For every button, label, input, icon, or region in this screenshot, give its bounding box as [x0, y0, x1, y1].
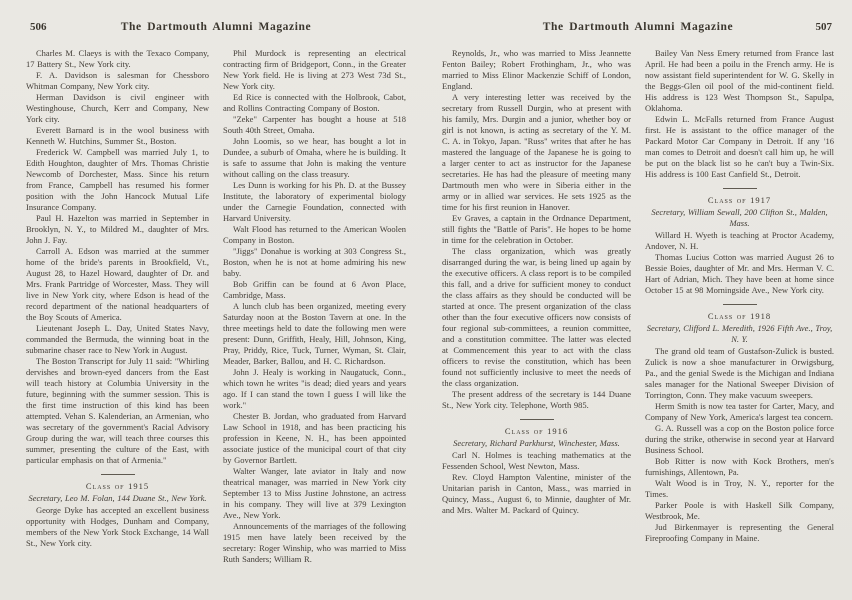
body-paragraph: "Jiggs" Donahue is working at 303 Congress St., Boston, when he is not at home admiring his new baby. — [223, 246, 406, 278]
body-paragraph: John J. Healy is working in Naugatuck, Conn., which town he writes "is dead; died years and years ago. If I can stand the town I guess I will like the work." — [223, 367, 406, 410]
body-paragraph: The present address of the secretary is 144 Duane St., New York city. Telephone, Worth 985. — [442, 389, 631, 410]
masthead-right: The Dartmouth Alumni Magazine — [542, 21, 734, 33]
class-heading: Class of 1916 — [504, 426, 569, 436]
body-paragraph: F. A. Davidson is salesman for Chessboro Whitman Company, New York city. — [26, 70, 209, 91]
text-column — [26, 48, 209, 596]
body-paragraph: Herman Davidson is civil engineer with Westinghouse, Church, Kerr and Company, New York city. — [26, 92, 209, 124]
body-paragraph: Charles M. Claeys is with the Texaco Company, 17 Battery St., New York city. — [26, 48, 209, 69]
body-paragraph: The Boston Transcript for July 11 said: "Whirling dervishes and brown-eyed dancers from the East will teach history at Columbia University in the future, beginning with the summer session. This is the first time instruction of this kind has been attempted. Vehan S. Kalenderian, an Armenian, who was secretary of the government's Racial Advisory Group during the war, will teach three courses this summer, presenting the culture of the East, with particular emphasis on that of Armenia." — [26, 356, 209, 465]
body-paragraph: The class organization, which was greatly disarranged during the war, is being lined up again by the executive officers. A class report is to be compiled this fall, and a drive for sufficient money to conduct the class affairs as they should be conducted will be started at once. The present organization of the class other than the four executive officers now consists of four regional sub-committees, a reunion committee, and a constitution committee. The latter was elected at Commencement this year to act with the class officers to revise the constitution, which has been found not sufficiently inclusive to meet the needs of the class organization. — [442, 246, 631, 388]
body-paragraph: G. A. Russell was a cop on the Boston police force during the strike, otherwise in second year at Harvard Business School. — [645, 423, 834, 455]
body-paragraph: Walter Wanger, late aviator in Italy and now theatrical manager, was married in New York city September 13 to Miss Justine Johnstone, an actress in his company. They will live at 379 Lexington Ave., New York. — [223, 466, 406, 520]
class-heading: Class of 1917 — [707, 195, 772, 205]
body-paragraph: Les Dunn is working for his Ph. D. at the Bussey Institute, the laboratory of experimental biology under the Carnegie Foundation, connected with Harvard University. — [223, 180, 406, 223]
section-divider — [101, 474, 135, 475]
body-paragraph: Ed Rice is connected with the Holbrook, Cabot, and Rollins Contracting Company of Boston. — [223, 92, 406, 113]
body-paragraph: Paul H. Hazelton was married in September in Brooklyn, N. Y., to Mildred M., daughter of Mrs. John J. Fay. — [26, 213, 209, 245]
section-divider — [520, 419, 554, 420]
body-paragraph: Everett Barnard is in the wool business with Kenneth W. Hutchins, Summer St., Boston. — [26, 125, 209, 146]
body-paragraph: Walt Flood has returned to the American Woolen Company in Boston. — [223, 224, 406, 245]
secretary-line: Secretary, Clifford L. Meredith, 1926 Fifth Ave., Troy, N. Y. — [646, 323, 833, 344]
masthead-left: The Dartmouth Alumni Magazine — [120, 21, 312, 33]
body-paragraph: A very interesting letter was received by the secretary from Russell Durgin, who at present with his family, Mrs. Durgin and a junior, whether boy or girl is not known, is acting as secretary of the Y. M. C. A. in Tokyo, Japan. "Russ" writes that after he has mastered the language of the Japanese he is going to a larger center to act as instructor for the Japanese secretaries. He has had the pleasure of meeting many Dartmouth men who were in Siberia either in the army or in allied war services. He sets 1925 as the time for his first reunion in Hanover. — [442, 92, 631, 212]
body-paragraph: Announcements of the marriages of the following 1915 men have lately been received by the secretary: Roger Winship, who was married to Miss Ruth Sanders; William R. — [223, 521, 406, 564]
body-paragraph: "Zeke" Carpenter has bought a house at 518 South 40th Street, Omaha. — [223, 114, 406, 135]
body-paragraph: Edwin L. McFalls returned from France August first. He is assistant to the office manager of the Packard Motor Car Company in Detroit. If any '16 man comes to Detroit and doesn't call him up, he will be put on the black list so he can't buy a Twin-Six. His address is 100 East Canfield St., Detroit. — [645, 114, 834, 179]
section-divider — [723, 304, 757, 305]
body-paragraph: Walt Wood is in Troy, N. Y., reporter for the Times. — [645, 478, 834, 499]
body-paragraph: Reynolds, Jr., who was married to Miss Jeannette Fenton Bailey; Robert Frothingham, Jr., who was married to Miss Elinor Mackenzie Schiff of London, England. — [442, 48, 631, 91]
body-paragraph: Lieutenant Joseph L. Day, United States Navy, commanded the Bermuda, the winning boat in the submarine chaser race to New York in August. — [26, 323, 209, 355]
page-number-left: 506 — [30, 21, 47, 33]
body-paragraph: Carl N. Holmes is teaching mathematics at the Fessenden School, West Newton, Mass. — [442, 450, 631, 471]
class-heading: Class of 1915 — [85, 481, 150, 491]
text-column — [223, 48, 406, 596]
text-column — [442, 48, 631, 596]
body-paragraph: John Loomis, so we hear, has bought a lot in Dundee, a suburb of Omaha, where he is building. It is safe to assume that John is making the venture without calling on the class treasury. — [223, 136, 406, 179]
class-heading: Class of 1918 — [707, 311, 772, 321]
body-paragraph: A lunch club has been organized, meeting every Saturday noon at the Boston Tavern at one. In the three meetings held to date the following men were present: Dunn, Griffith, Healy, Hill, Johnson, King, Pray, Priddy, Rice, Tuck, Turner, Wyman, St. Clair, Meader, Barker, Ballou, and H. C. Richardson. — [223, 301, 406, 366]
secretary-line: Secretary, Richard Parkhurst, Winchester, Mass. — [453, 438, 620, 448]
body-paragraph: Jud Birkenmayer is representing the General Fireproofing Company in Maine. — [645, 522, 834, 543]
page-right-columns — [442, 48, 834, 596]
section-divider — [723, 188, 757, 189]
body-paragraph: Bailey Van Ness Emery returned from France last April. He had been a poilu in the French army. He is now assistant field superintendent for W. G. Skelly in the Beggs-Glen oil pool of the mid-continent field. His address is 123 West Thompson St., Sapulpa, Oklahoma. — [645, 48, 834, 113]
page-number-right: 507 — [815, 21, 832, 33]
body-paragraph: Parker Poole is with Haskell Silk Company, Westbrook, Me. — [645, 500, 834, 521]
body-paragraph: George Dyke has accepted an excellent business opportunity with Hodges, Dunham and Company, members of the New York Stock Exchange, 14 Wall St., New York city. — [26, 505, 209, 548]
body-paragraph: Thomas Lucius Cotton was married August 26 to Bessie Boies, daughter of Mr. and Mrs. Herman V. C. Hart of Adrian, Mich. They have been at home since October 15 at 98 Morningside Ave., New York city. — [645, 252, 834, 295]
body-paragraph: The grand old team of Gustafson-Zulick is busted. Zulick is now a shoe manufacturer in Orwigsburg, Pa., and the genial Swede is the Michigan and Indiana sales manager for the National Sweeper Division of Torrington, Conn. They make vacuum sweepers. — [645, 346, 834, 400]
page-left-columns — [26, 48, 406, 596]
text-column — [645, 48, 834, 596]
body-paragraph: Chester B. Jordan, who graduated from Harvard Law School in 1918, and has been practicing his profession in Keene, N. H., has been appointed associate justice of the municipal court of that city by Governor Bartlett. — [223, 411, 406, 465]
page-right — [442, 0, 834, 600]
body-paragraph: Bob Griffin can be found at 6 Avon Place, Cambridge, Mass. — [223, 279, 406, 300]
body-paragraph: Willard H. Wyeth is teaching at Proctor Academy, Andover, N. H. — [645, 230, 834, 251]
page-left — [26, 0, 406, 600]
body-paragraph: Carroll A. Edson was married at the summer home of the bride's parents in Brookfield, Vt., August 28, to Hazel Howard, daughter of Dr. and Mrs. Frank Partridge of Worcester, Mass. They will live in New York city, where Edson is head of the record department of the national headquarters of the Boy Scouts of America. — [26, 246, 209, 322]
body-paragraph: Frederick W. Campbell was married July 1, to Edith Houghton, daughter of Mrs. Thomas Christie Newcomb of Dorchester, Mass. Since his return from France, Campbell has resumed his former position with the John Hancock Mutual Life Insurance Company. — [26, 147, 209, 212]
secretary-line: Secretary, Leo M. Folan, 144 Duane St., New York. — [28, 493, 207, 503]
body-paragraph: Herm Smith is now tea taster for Carter, Macy, and Company of New York, America's largest tea concern. — [645, 401, 834, 422]
secretary-line: Secretary, William Sewall, 200 Clifton St., Malden, Mass. — [651, 207, 828, 228]
body-paragraph: Ev Graves, a captain in the Ordnance Department, still fights the "Battle of Paris". He hopes to be home in time for the celebration in October. — [442, 213, 631, 245]
body-paragraph: Bob Ritter is now with Kock Brothers, men's furnishings, Allentown, Pa. — [645, 456, 834, 477]
body-paragraph: Rev. Cloyd Hampton Valentine, minister of the Unitarian parish in Canton, Mass., was married in Quincy, Mass., August 6, to Minnie, daughter of Mr. and Mrs. Walter M. Packard of Quincy. — [442, 472, 631, 515]
page-right-header — [442, 21, 834, 39]
page-left-header — [26, 21, 406, 39]
body-paragraph: Phil Murdock is representing an electrical contracting firm of Bridgeport, Conn., in the Greater New York field. He is living at 273 West 73d St., New York city. — [223, 48, 406, 91]
